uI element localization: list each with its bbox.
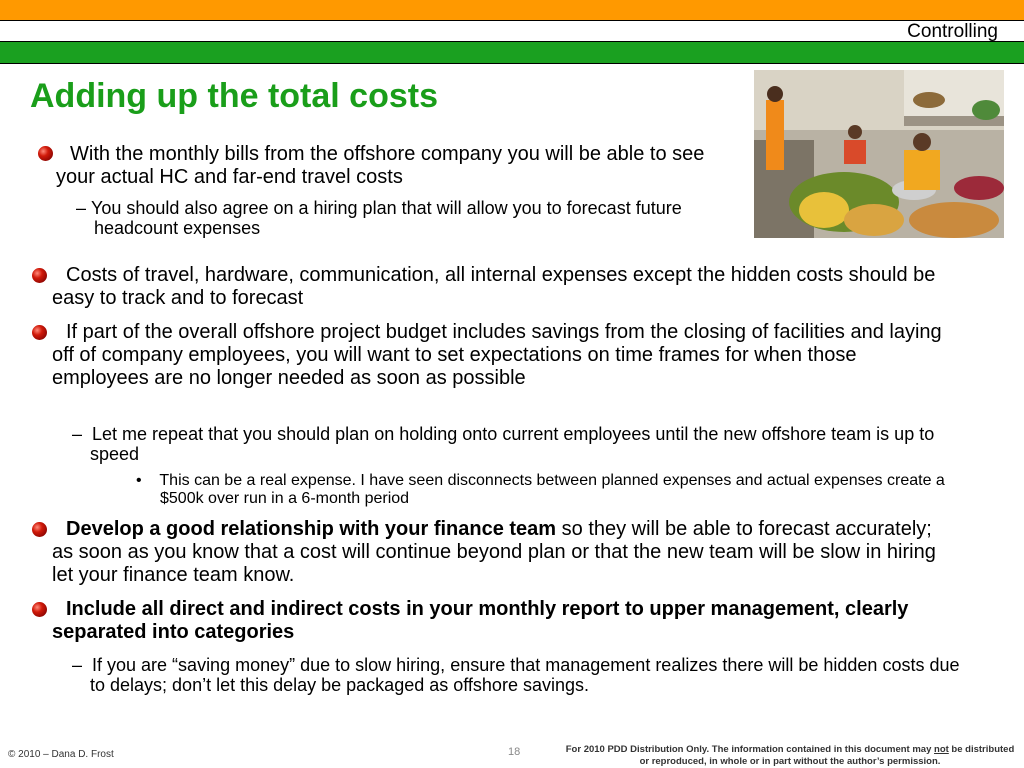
bullet-4-text (52, 518, 957, 587)
bullet-1-subitem-text: You should also agree on a hiring plan that will allow you to forecast future headcount expenses (91, 198, 682, 238)
bullet-4-bold-text: Develop a good relationship with your finance team (66, 518, 557, 540)
notice-not: not (934, 744, 949, 755)
page-number: 18 (508, 746, 521, 758)
bullet-1-text: With the monthly bills from the offshore company you will be able to see your actual HC and far-end travel costs (56, 143, 705, 188)
section-label: Controlling (907, 21, 998, 42)
bullet-5-subitem: – If you are “saving money” due to slow hiring, ensure that management realizes there will be hidden costs due to delays; don’t let this delay be packaged as offshore savings. (72, 655, 960, 695)
slide-title: Adding up the total costs (30, 77, 438, 115)
bullet-5-subitem-text: If you are “saving money” due to slow hiring, ensure that management realizes there will be hidden costs due to delays; don’t let this delay be packaged as offshore savings. (90, 655, 960, 695)
footer-copyright: © 2010 – Dana D. Frost (8, 749, 114, 760)
bullet-5-bold-text: Include all direct and indirect costs in your monthly report to upper management, clearly separated into categories (52, 598, 909, 643)
bullet-2-text: Costs of travel, hardware, communication, all internal expenses except the hidden costs should be easy to track and to forecast (52, 264, 936, 309)
bullet-1-subitem: – You should also agree on a hiring plan that will allow you to forecast future headcount expenses (76, 198, 682, 238)
notice-part1: For 2010 PDD Distribution Only. The information contained in this document may (565, 744, 935, 755)
top-orange-band (0, 0, 1024, 20)
top-white-band (0, 20, 1024, 42)
top-green-band (0, 42, 1024, 64)
bullet-3-subsubitem: • This can be a real expense. I have seen disconnects between planned expenses and actual expenses create a $500k over run in a 6-month period (136, 472, 945, 507)
bullet-1-icon (38, 146, 53, 161)
bullet-4-rest-text: so they will be able to forecast accurately; as soon as you know that a cost will continue beyond plan or that the new team will be slow in hiring let your finance team know. (52, 518, 936, 586)
bullet-5-icon (32, 602, 47, 617)
bullet-3-text: If part of the overall offshore project budget includes savings from the closing of facilities and laying off of company employees, you will want to set expectations on time frames for when those employees are no longer needed as soon as possible (52, 321, 942, 389)
bullet-3-subsubitem-text: This can be a real expense. I have seen disconnects between planned expenses and actual expenses create a $500k over run in a 6-month period (159, 472, 945, 507)
bullet-2-icon (32, 268, 47, 283)
bullet-3-subitem: – Let me repeat that you should plan on holding onto current employees until the new offshore team is up to speed (72, 424, 935, 464)
bullet-5-text (52, 598, 957, 644)
market-vendors-photo (754, 70, 1004, 238)
footer-distribution-notice (560, 744, 1020, 768)
bullet-4-icon (32, 522, 47, 537)
bullet-3-subitem-text: Let me repeat that you should plan on holding onto current employees until the new offshore team is up to speed (90, 424, 935, 464)
notice-part2: be distributed or reproduced, in whole or in part without the author’s permission. (639, 744, 1015, 767)
bullet-3-icon (32, 325, 47, 340)
